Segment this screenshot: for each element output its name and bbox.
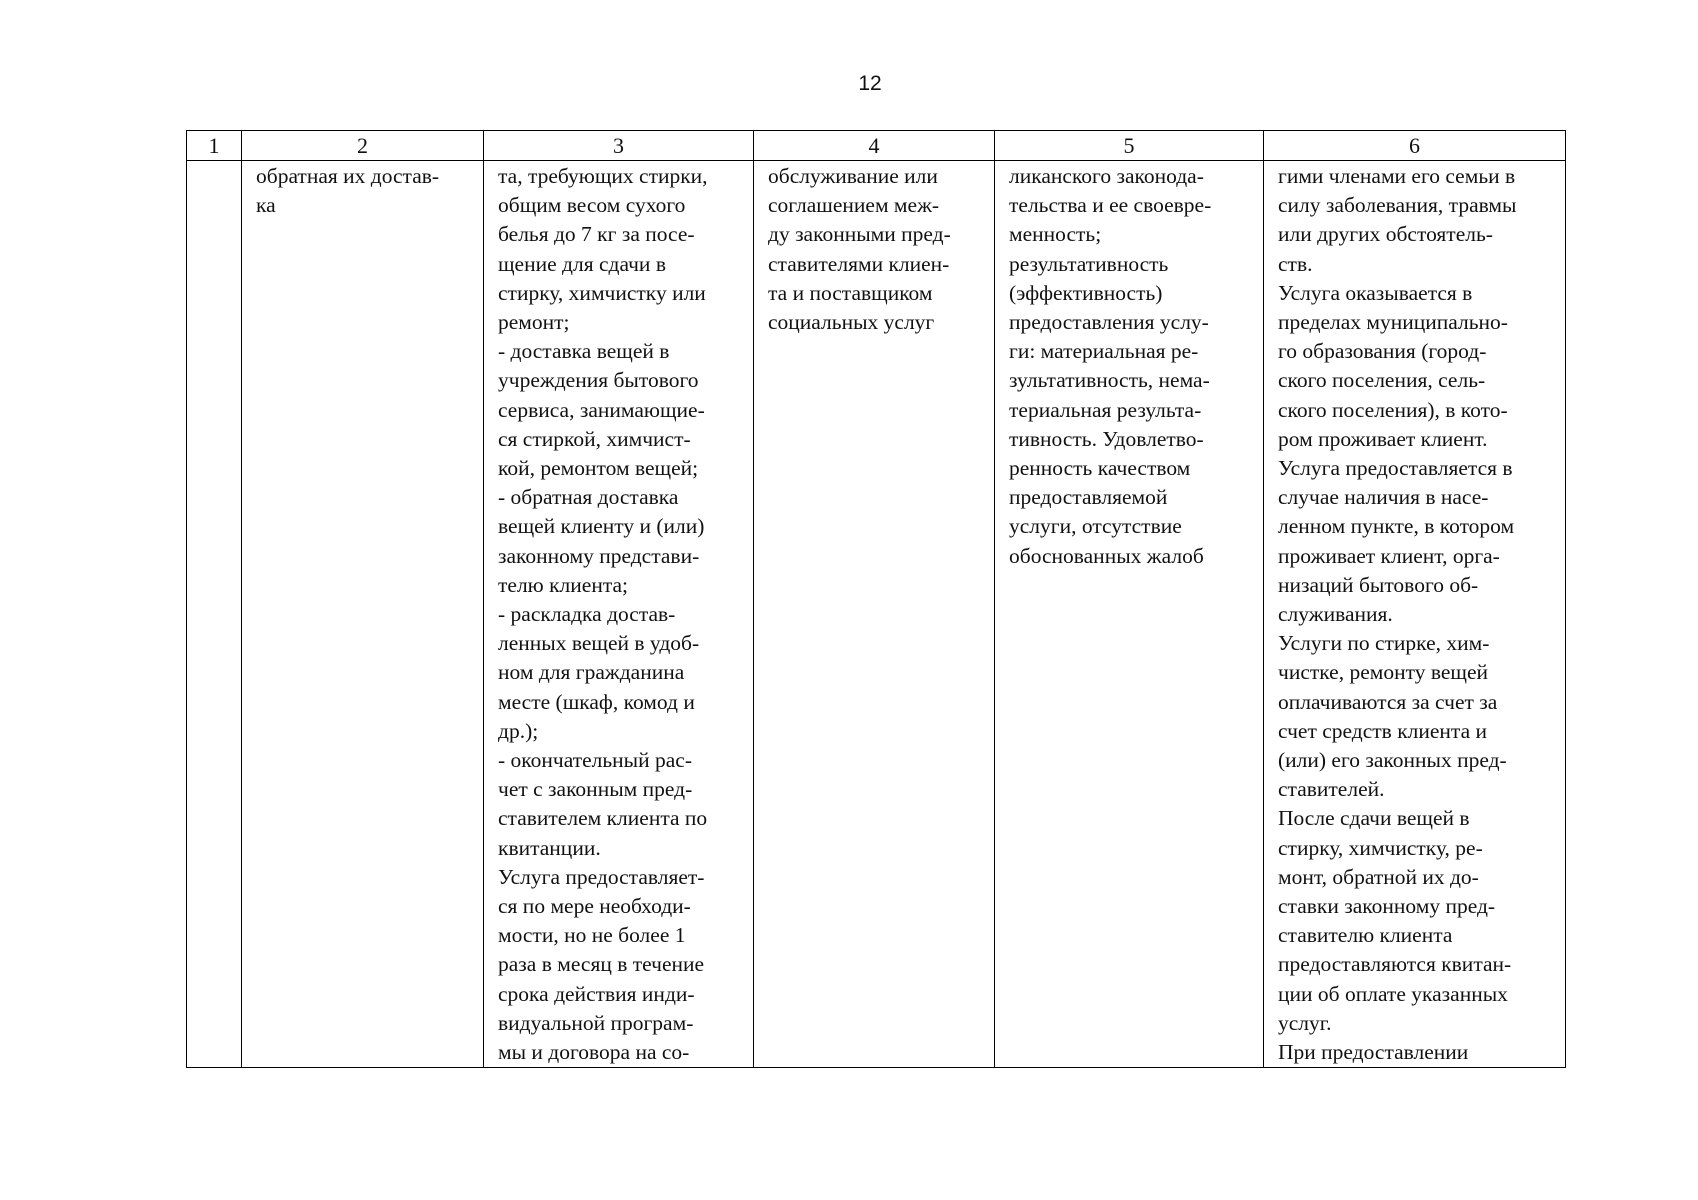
cell-text-line: ленных вещей в удоб- [498, 631, 700, 656]
cell-text-line: кой, ремонтом вещей; [498, 456, 699, 481]
cell-text-line: видуальной програм- [498, 1010, 694, 1035]
cell-text-line: ского поселения, сель- [1278, 368, 1486, 393]
cell-text-line: проживает клиент, орга- [1278, 543, 1500, 568]
cell-text-line: ном для гражданина [498, 660, 685, 685]
cell-text-line: обслуживание или [768, 164, 938, 188]
cell-text-line: та, требующих стирки, [498, 164, 708, 188]
column-header-6: 6 [1264, 131, 1566, 161]
table-row [187, 161, 1566, 1068]
cell-text-line: или других обстоятель- [1278, 222, 1493, 247]
cell-text-line: др.); [498, 718, 539, 743]
cell-text-line: соглашением меж- [768, 193, 940, 218]
cell-text-line: услуги, отсутствие [1009, 514, 1182, 539]
cell-text-line: тивность. Удовлетво- [1009, 426, 1204, 451]
cell-col-4 [754, 161, 995, 1068]
cell-text-line: вещей клиенту и (или) [498, 514, 705, 539]
cell-text-line: обоснованных жалоб [1009, 543, 1204, 568]
cell-text-line: социальных услуг [768, 310, 935, 335]
cell-text-line: Услуга предоставляется в [1278, 456, 1513, 481]
cell-text-line: ги: материальная ре- [1009, 339, 1199, 364]
cell-text-line: тельства и ее своевре- [1009, 193, 1212, 218]
cell-text-line: квитанции. [498, 835, 601, 860]
cell-text-line: случае наличия в насе- [1278, 485, 1489, 510]
cell-text-line: пределах муниципально- [1278, 310, 1508, 335]
cell-col-2 [242, 161, 484, 1068]
cell-text-line: ся по мере необходи- [498, 894, 691, 919]
header-row [187, 131, 1566, 161]
cell-text-line: ского поселения), в кото- [1278, 397, 1508, 422]
cell-text-line: ставителями клиен- [768, 251, 950, 276]
cell-text-line: предоставляемой [1009, 485, 1168, 510]
cell-text-line: Услуга предоставляет- [498, 864, 705, 889]
cell-text-line: ликанского законода- [1009, 164, 1204, 188]
cell-text-line: ств. [1278, 251, 1313, 276]
cell-text-line: предоставляются квитан- [1278, 952, 1512, 977]
cell-text-line: сервиса, занимающие- [498, 397, 705, 422]
column-header-4: 4 [754, 131, 995, 161]
cell-col-3 [484, 161, 754, 1068]
cell-text-line: чистке, ремонту вещей [1278, 660, 1489, 685]
cell-text-line: монт, обратной их до- [1278, 864, 1479, 889]
cell-text-line: месте (шкаф, комод и [498, 689, 695, 714]
cell-text-line: раза в месяц в течение [498, 952, 705, 977]
cell-text-line: ду законными пред- [768, 222, 951, 247]
cell-text-line: ленном пункте, в котором [1278, 514, 1515, 539]
cell-text-line: предоставления услу- [1009, 310, 1209, 335]
cell-text-line: общим весом сухого [498, 193, 686, 218]
cell-col-6 [1264, 161, 1566, 1068]
cell-text-line: учреждения бытового [498, 368, 699, 393]
cell-text-line: го образования (город- [1278, 339, 1487, 364]
cell-text-line: белья до 7 кг за посе- [498, 222, 695, 247]
cell-text-line: ренность качеством [1009, 456, 1191, 481]
cell-text-line: - обратная доставка [498, 485, 679, 510]
cell-text-line: низаций бытового об- [1278, 572, 1479, 597]
cell-text-line: ставителю клиента [1278, 923, 1453, 948]
cell-text-line: териальная результа- [1009, 397, 1202, 422]
column-header-5: 5 [995, 131, 1264, 161]
cell-text-line: - доставка вещей в [498, 339, 670, 364]
cell-text-line: - окончательный рас- [498, 748, 692, 773]
column-header-2: 2 [242, 131, 484, 161]
cell-text-line: обратная их достав- [256, 164, 440, 188]
cell-text-line: ром проживает клиент. [1278, 426, 1488, 451]
cell-text-line: После сдачи вещей в [1278, 806, 1470, 831]
cell-text-line: та и поставщиком [768, 280, 933, 305]
cell-text-line: Услуги по стирке, хим- [1278, 631, 1490, 656]
cell-col-1 [187, 161, 242, 1068]
cell-text-line: оплачиваются за счет за [1278, 689, 1498, 714]
cell-text-line: стирку, химчистку, ре- [1278, 835, 1483, 860]
services-table [186, 130, 1566, 1068]
cell-text-line: законному представи- [498, 543, 700, 568]
cell-text-line: ка [256, 193, 276, 218]
cell-text-line: результативность [1009, 251, 1169, 276]
cell-text-line: (или) его законных пред- [1278, 748, 1507, 773]
column-header-1: 1 [187, 131, 242, 161]
cell-text-line: ции об оплате указанных [1278, 981, 1508, 1006]
cell-text-line: ставителей. [1278, 777, 1385, 802]
cell-text-line: щение для сдачи в [498, 251, 666, 276]
cell-text-line: стирку, химчистку или [498, 280, 706, 305]
cell-text-line: ся стиркой, химчист- [498, 426, 691, 451]
cell-text-line: телю клиента; [498, 572, 629, 597]
cell-text-line: срока действия инди- [498, 981, 695, 1006]
cell-text-line: ставки законному пред- [1278, 894, 1496, 919]
cell-text-line: При предоставлении [1278, 1040, 1469, 1065]
cell-text-line: мы и договора на со- [498, 1040, 690, 1065]
cell-text-line: ставителем клиента по [498, 806, 708, 831]
cell-text-line: служивания. [1278, 602, 1393, 627]
cell-text-line: ремонт; [498, 310, 570, 335]
page-number: 12 [858, 72, 882, 95]
cell-text-line: Услуга оказывается в [1278, 280, 1473, 305]
cell-text-line: зультативность, нема- [1009, 368, 1210, 393]
cell-text-line: счет средств клиента и [1278, 718, 1488, 743]
cell-text-line: услуг. [1278, 1010, 1332, 1035]
cell-text-line: (эффективность) [1009, 280, 1163, 305]
cell-text-line: - раскладка достав- [498, 602, 676, 627]
cell-text-line: мости, но не более 1 [498, 923, 686, 948]
cell-col-5 [995, 161, 1264, 1068]
cell-text-line: менность; [1009, 222, 1102, 247]
cell-text-line: гими членами его семьи в [1278, 164, 1516, 188]
column-header-3: 3 [484, 131, 754, 161]
cell-text-line: чет с законным пред- [498, 777, 693, 802]
cell-text-line: силу заболевания, травмы [1278, 193, 1517, 218]
